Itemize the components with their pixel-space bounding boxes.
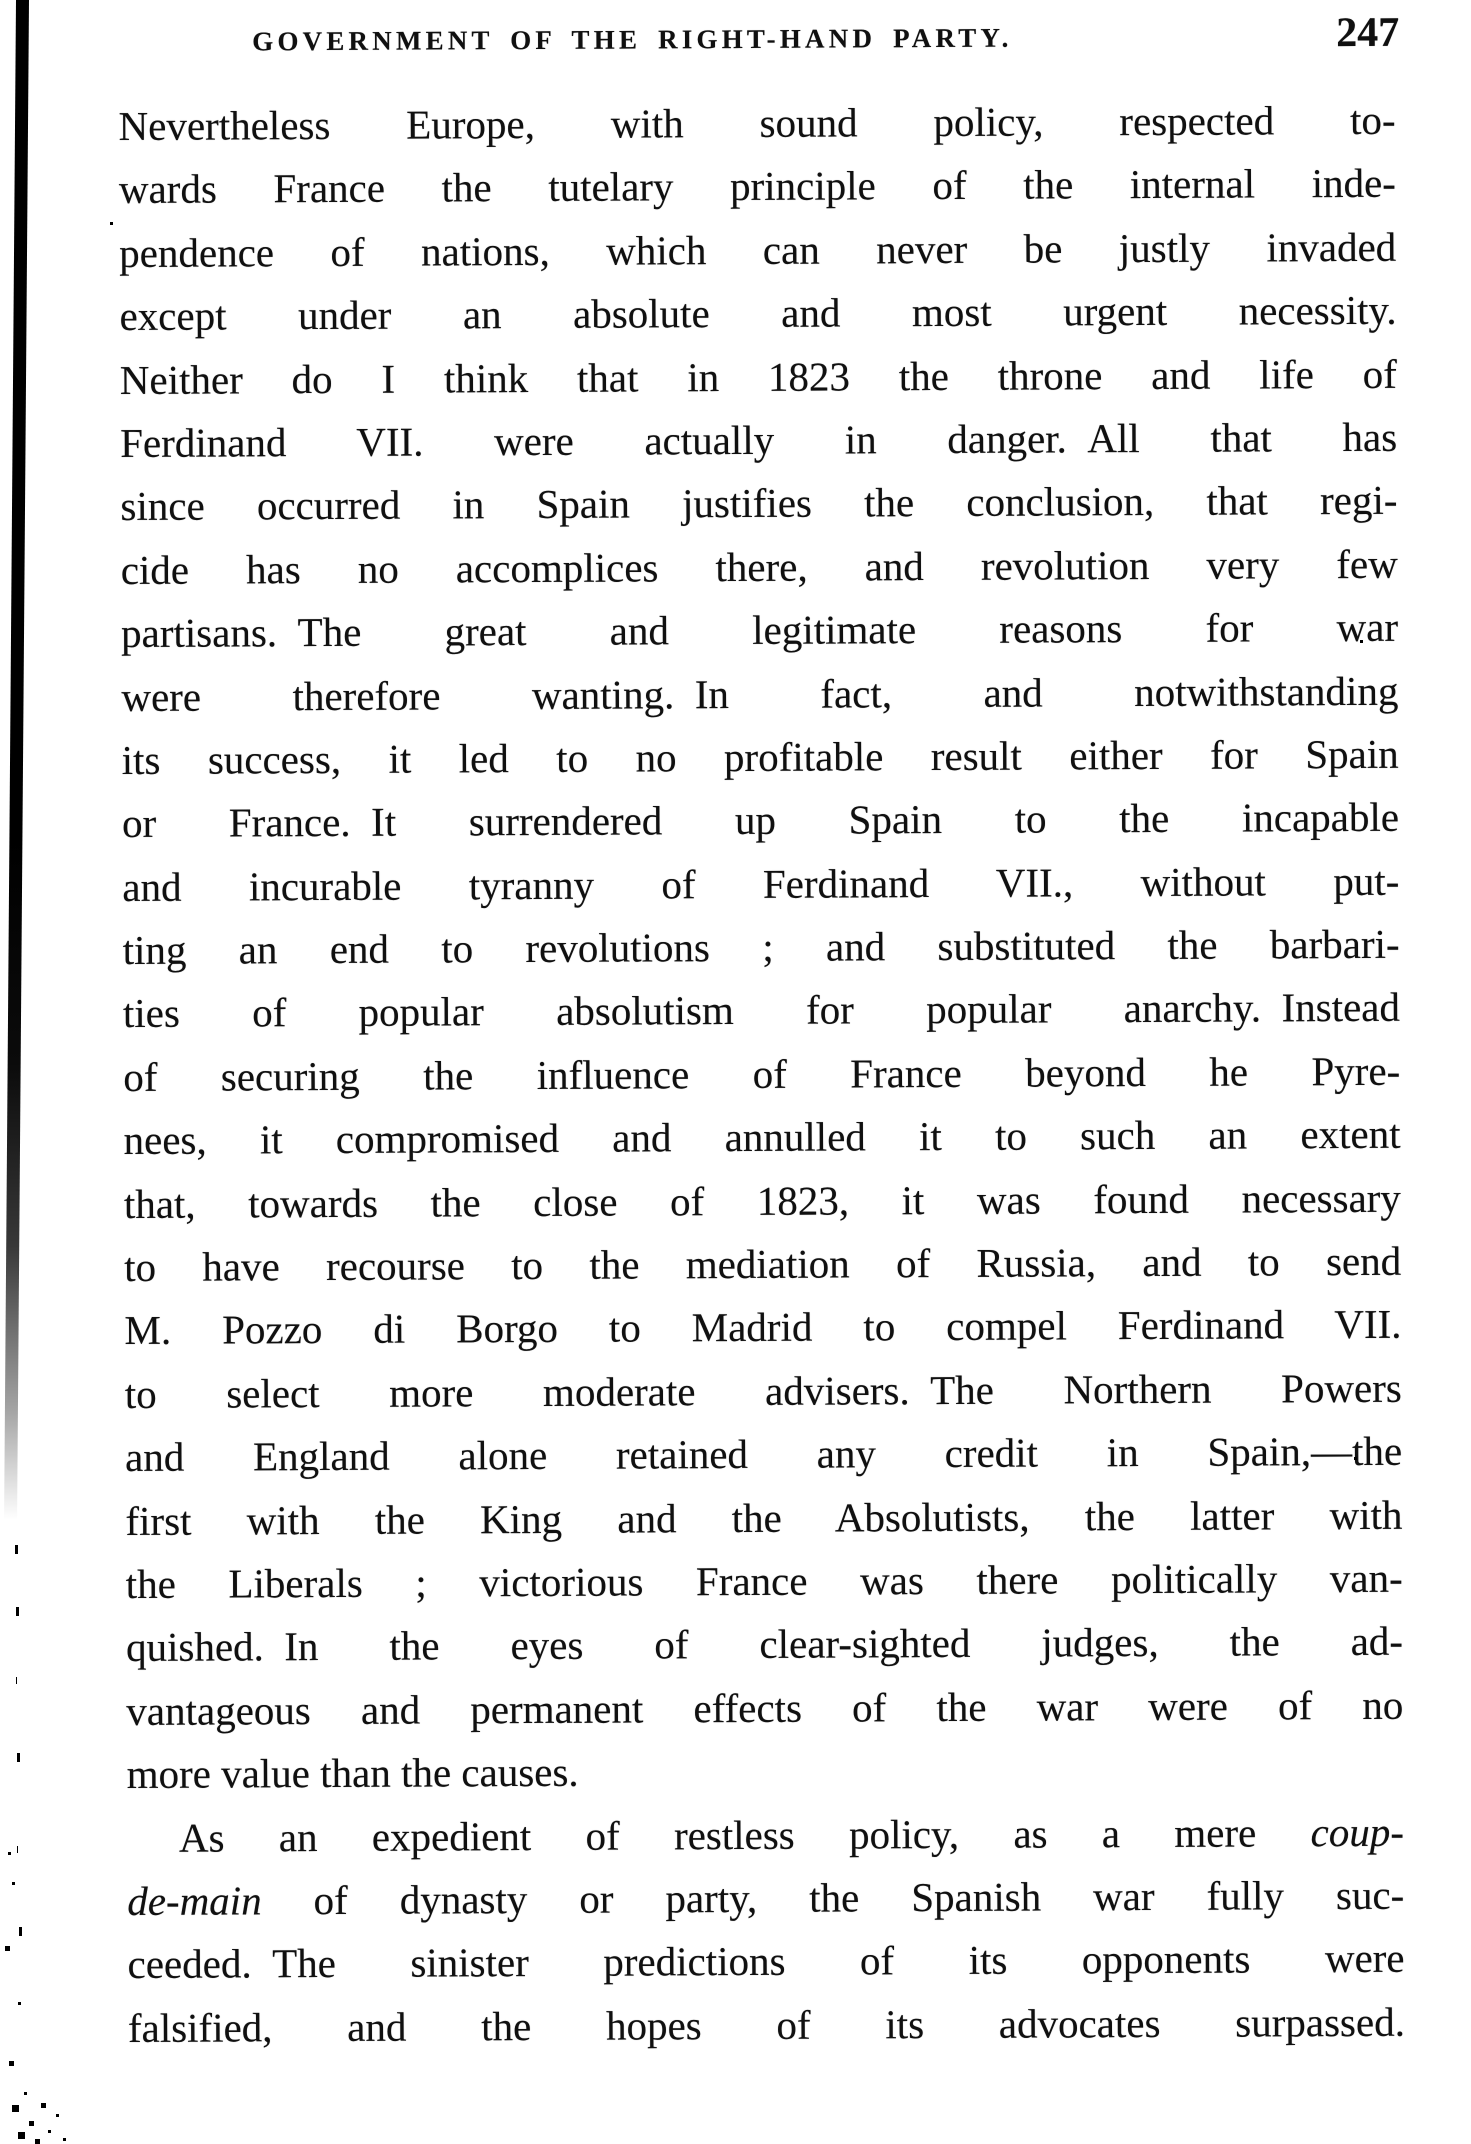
text-line: Nevertheless Europe, with sound policy, respected to- xyxy=(118,96,1396,150)
text-line: to have recourse to the mediation of Russia, and to send xyxy=(124,1237,1402,1291)
text-line: that, towards the close of 1823, it was found necessary xyxy=(123,1174,1401,1227)
text-line: or France. It surrendered up Spain to the incapable xyxy=(121,794,1400,847)
text-line: its success, it led to no profitable result either for Spain xyxy=(121,730,1399,783)
text-line: wards France the tutelary principle of the internal inde- xyxy=(118,160,1397,213)
running-head-title: GOVERNMENT OF THE RIGHT-HAND PARTY. xyxy=(252,22,1013,57)
text-line: falsified, and the hopes of its advocates surpassed. xyxy=(127,1998,1405,2051)
text-line: to select more moderate advisers. The Northern Powers xyxy=(124,1364,1402,1417)
text-line: of securing the influence of France beyond he Pyre- xyxy=(123,1047,1401,1100)
text-line: the Liberals ; victorious France was there politically van- xyxy=(125,1554,1403,1607)
page-header xyxy=(0,0,1471,94)
page-number: 247 xyxy=(1336,9,1400,57)
text-line: Neither do I think that in 1823 the throne and life of xyxy=(119,350,1397,403)
text-line: vantageous and permanent effects of the war were of no xyxy=(126,1681,1404,1734)
text-line: more value than the causes. xyxy=(126,1748,579,1798)
binding-shadow-dots xyxy=(15,1545,18,1554)
text-line: As an expedient of restless policy, as a mere coup- xyxy=(178,1808,1405,1861)
text-line: and England alone retained any credit in Spain,—the xyxy=(125,1427,1403,1481)
scan-noise-speckles xyxy=(8,1852,11,1855)
text-line: quished. In the eyes of clear-sighted judges, the ad- xyxy=(125,1618,1404,1671)
text-line: Ferdinand VII. were actually in danger. All that has xyxy=(120,413,1398,466)
text-line: partisans. The great and legitimate reasons for war xyxy=(120,603,1399,657)
text-line: ties of popular absolutism for popular anarchy. Instead xyxy=(122,984,1401,1037)
text-line: ceeded. The sinister predictions of its opponents were xyxy=(127,1935,1405,1988)
text-line: first with the King and the Absolutists, the latter with xyxy=(125,1491,1403,1544)
text-line: and incurable tyranny of Ferdinand VII., without put- xyxy=(122,857,1400,910)
text-line: ting an end to revolutions ; and substituted the barbari- xyxy=(122,920,1400,974)
text-line: M. Pozzo di Borgo to Madrid to compel Ferdinand VII. xyxy=(124,1301,1402,1354)
text-line: de-main of dynasty or party, the Spanish war fully suc- xyxy=(127,1871,1405,1924)
text-line: since occurred in Spain justifies the conclusion, that regi- xyxy=(120,477,1398,530)
text-line: except under an absolute and most urgent necessity. xyxy=(119,286,1397,340)
text-line: cide has no accomplices there, and revolution very few xyxy=(120,540,1398,593)
text-line: were therefore wanting. In fact, and notwithstanding xyxy=(121,667,1399,720)
text-line: pendence of nations, which can never be justly invaded xyxy=(119,223,1397,276)
page-body xyxy=(118,89,1405,2060)
text-line: nees, it compromised and annulled it to such an extent xyxy=(123,1111,1401,1164)
